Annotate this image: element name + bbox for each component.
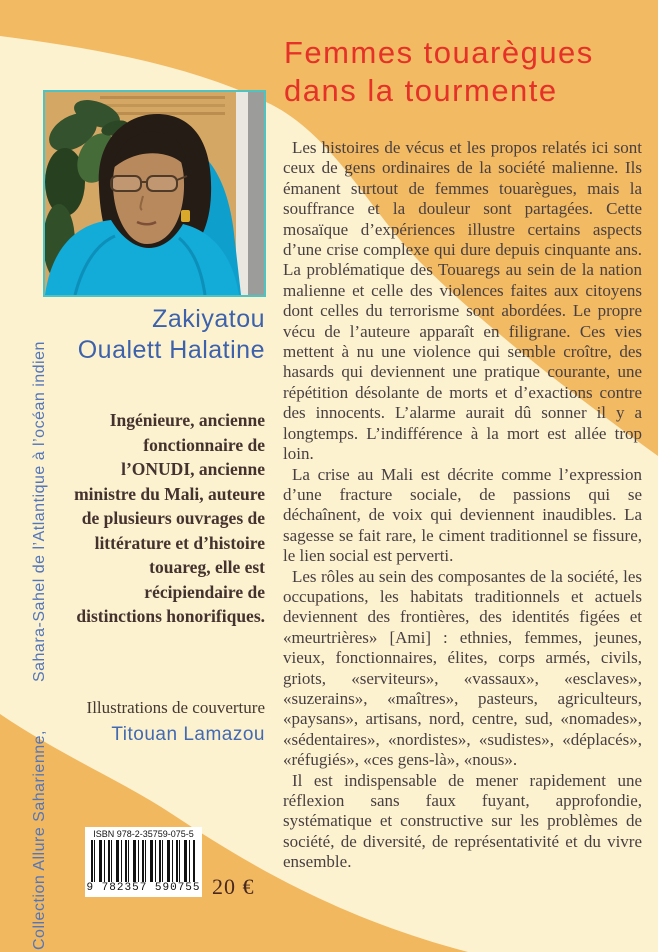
author-portrait-illustration	[45, 92, 264, 295]
synopsis-paragraph-1: Les histoires de vécus et les propos relatés ici sont ceux de gens ordinaires de la société malienne. Ils émanent surtout de femmes touarègues, mais la souffrance et la douleur sont partagées. Cette mosaïque d’expériences illustre certains aspects d’une crise complexe qui dure depuis cinquante ans. La problématique des Touaregs au sein de la nation malienne et celle des violences faites aux citoyens dont celles du terrorisme sont abordées. Le propre vécu de l’auteure apparaît en filigrane. Ces vies mettent à nu une violence qui semble croître, des hasards qui deviennent une pratique courante, une répétition désolante de morts et d’exactions contre des innocents. L’alarme aurait dû sonner il y a longtemps. L’indifférence à la mort est allée trop loin.	[283, 138, 642, 464]
illustrator-name: Titouan Lamazou	[111, 724, 265, 745]
author-photo	[43, 90, 266, 297]
price: 20 €	[212, 874, 255, 899]
illustrations-label: Illustrations de couverture	[86, 698, 265, 717]
barcode-digits: 9 782357 590755	[86, 882, 201, 894]
collection-name: Collection Allure Saharienne,	[31, 730, 48, 950]
barcode-bars	[91, 840, 196, 882]
author-name	[60, 304, 265, 366]
gold-earring	[181, 210, 190, 222]
book-title-line2: dans la tourmente	[284, 73, 558, 108]
book-title	[284, 34, 594, 110]
synopsis-paragraph-4: Il est indispensable de mener rapidement une réflexion sans faux fuyant, approfondie, systématique et constructive sur les problèmes de société, de diversité, de représentativité et du vivre ensemble.	[283, 770, 642, 872]
collection-subtitle: Sahara-Sahel de l’Atlantique à l’océan indien	[31, 341, 48, 683]
synopsis-paragraph-3: Les rôles au sein des composantes de la société, les occupations, les habitats traditionnels et actuels deviennent des frontières, des identités figées et «meurtrières» [Ami] : ethnies, femmes, jeunes, vieux, fonctionnaires, élites, corps armés, civils, griots, «serviteurs», «vassaux», «esclaves», «suzerains», «maîtres», pasteurs, agriculteurs, «paysans», artisans, nord, centre, sud, «nomades», «sédentaires», «nordistes», «sudistes», «déplacés», «réfugiés», «ces gens-là», «nous».	[283, 566, 642, 770]
grey-panel	[248, 92, 264, 295]
author-bio: Ingénieure, ancienne fonctionnaire de l’ONUDI, ancienne ministre du Mali, auteure de plusieurs ouvrages de littérature et d’histoire touareg, elle est récipiendaire de distinctions honorifiques.	[74, 410, 265, 626]
collection-spine-text	[26, 304, 54, 950]
isbn-label: ISBN 978-2-35759-075-5	[93, 829, 194, 839]
synopsis	[283, 138, 642, 873]
synopsis-paragraph-2: La crise au Mali est décrite comme l’expression d’une fracture sociale, de passions qui se déchaînent, de voix qui deviennent inaudibles. La sagesse se fait rare, le ciment traditionnel se fissure, le lien social est perverti.	[283, 464, 642, 566]
book-title-line1: Femmes touarègues	[284, 35, 594, 70]
glasses	[111, 176, 187, 191]
author-name-line2: Oualett Halatine	[77, 336, 265, 364]
window-frame	[236, 92, 248, 295]
isbn-barcode	[85, 827, 202, 897]
author-name-line1: Zakiyatou	[152, 305, 265, 333]
